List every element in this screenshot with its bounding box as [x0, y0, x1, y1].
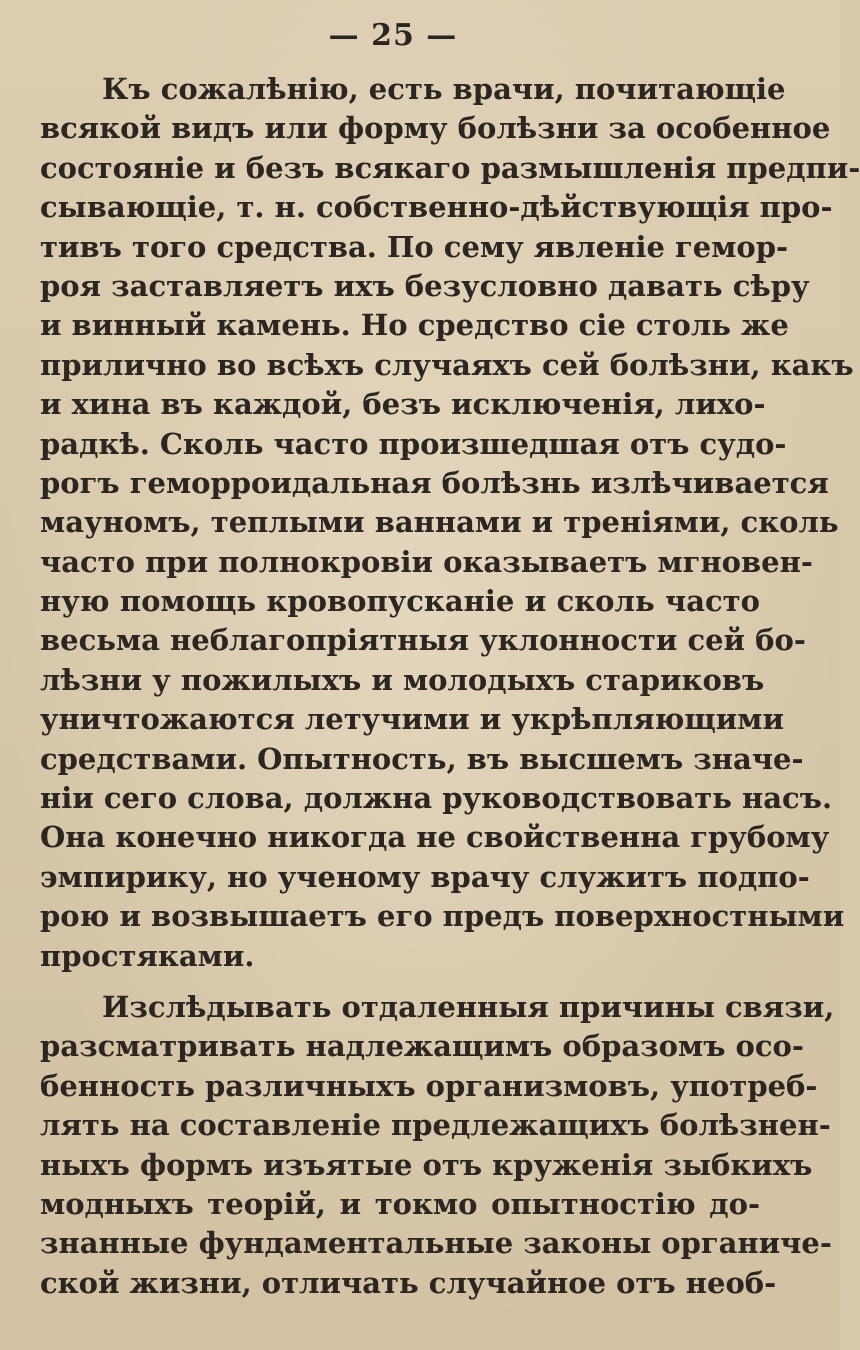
text-line: и хина въ каждой, безъ исключенія, лихо- — [40, 387, 766, 422]
text-line: тивъ того средства. По сему явленіе гемор- — [40, 229, 789, 264]
text-line: и винный камень. Но средство сіе столь же — [40, 308, 789, 343]
text-line: ную помощь кровопусканіе и сколь часто — [40, 584, 760, 619]
text-line: ніи сего слова, должна руководствовать насъ. — [40, 781, 833, 816]
page-number: — 25 — — [328, 18, 458, 53]
text-line: лять на составленіе предлежащихъ болѣзнен- — [40, 1108, 831, 1143]
text-line: Изслѣдывать отдаленныя причины связи, — [102, 989, 835, 1024]
text-line: прилично во всѣхъ случаяхъ сей болѣзни, какъ — [40, 347, 854, 382]
paragraph-2 — [40, 988, 835, 1303]
text-line: рою и возвышаетъ его предъ поверхностными — [40, 899, 845, 934]
text-line: весьма неблагопріятныя уклонности сей бо- — [40, 623, 806, 658]
text-line: средствами. Опытность, въ высшемъ значе- — [40, 741, 804, 776]
paragraph-spacer — [40, 976, 760, 988]
text-line: состояніе и безъ всякаго размышленія предпи- — [40, 150, 860, 185]
text-line: рогъ геморроидальная болѣзнь излѣчивается — [40, 465, 829, 500]
paragraph-1 — [40, 70, 860, 976]
text-line: всякой видъ или форму болѣзни за особенное — [40, 111, 831, 146]
text-line: часто при полнокровіи оказываетъ мгновен- — [40, 544, 813, 579]
text-line: Къ сожалѣнію, есть врачи, почитающіе — [102, 72, 786, 106]
text-line: лѣзни у пожилыхъ и молодыхъ стариковъ — [40, 662, 765, 697]
text-line: простяками. — [40, 938, 255, 973]
text-line: ныхъ формъ изъятые отъ круженія зыбкихъ — [40, 1147, 813, 1182]
text-line: ской жизни, отличать случайное отъ необ- — [40, 1265, 777, 1300]
text-line: модныхъ теорій, и токмо опытностію до- — [40, 1186, 760, 1221]
text-line: Она конечно никогда не свойственна грубому — [40, 820, 830, 855]
text-line: радкѣ. Сколь часто произшедшая отъ судо- — [40, 426, 787, 461]
text-line: знанные фундаментальные законы органиче- — [40, 1226, 832, 1261]
text-line: разсматривать надлежащимъ образомъ осо- — [40, 1029, 804, 1064]
text-line: уничтожаются летучими и укрѣпляющими — [40, 702, 784, 737]
body-text — [40, 70, 860, 1303]
text-line: бенность различныхъ организмовъ, употреб- — [40, 1068, 818, 1103]
text-line: сывающіе, т. н. собственно-дѣйствующія про- — [40, 190, 833, 225]
text-line: эмпирику, но ученому врачу служитъ подпо- — [40, 859, 810, 894]
text-line: мауномъ, теплыми ваннами и треніями, сколь — [40, 505, 839, 540]
text-line: роя заставляетъ ихъ безусловно давать сѣру — [40, 268, 810, 303]
